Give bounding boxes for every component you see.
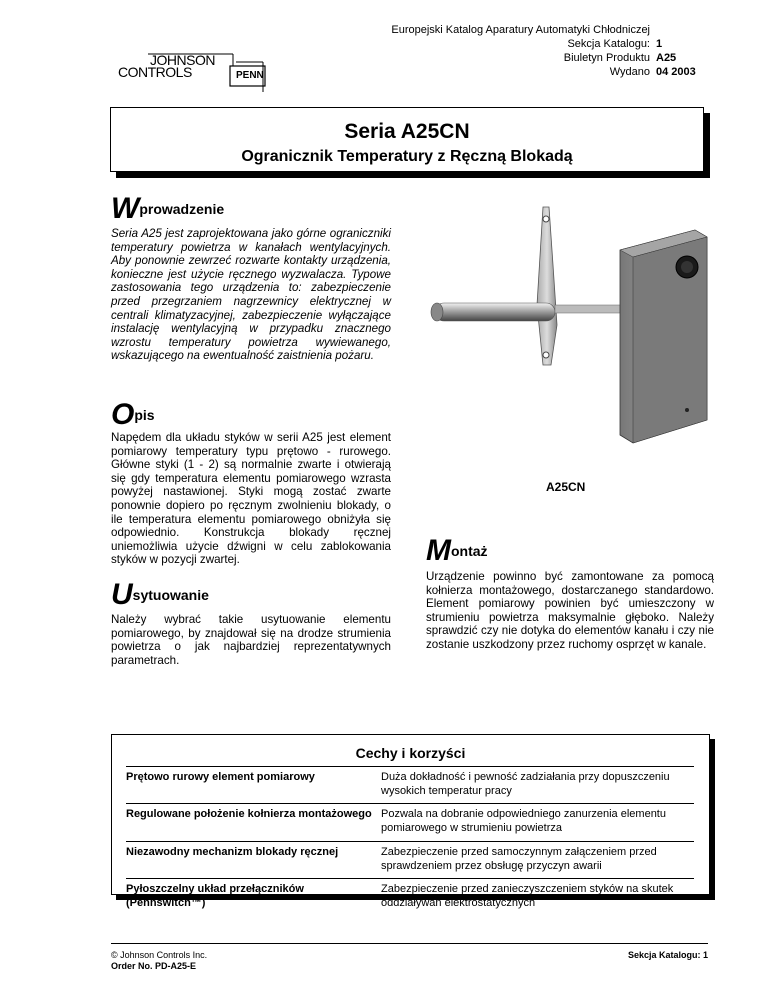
row-divider: [126, 878, 694, 879]
logo-text-johnson: JOHNSON: [150, 52, 215, 68]
heading-usytuowanie: [111, 578, 209, 612]
heading-initial: O: [111, 398, 135, 431]
heading-rest: ontaż: [451, 543, 488, 559]
meta-row: [360, 51, 706, 65]
product-caption: A25CN: [546, 480, 586, 494]
meta-label: Biuletyn Produktu: [563, 52, 650, 64]
a25cn-device-image-icon: [425, 205, 725, 465]
montaz-text: Urządzenie powinno być zamontowane za pomocą kołnierza montażowego, dostarczanego standardowo. Element pomiarowy powinien być umieszczony w strumieniu powietrza maksymalnie głęboko. Należy sprawdzić czy nie dotyka do elementów kanału i czy nie zostanie uszkodzony przez ruchomy osprzęt w kanale.: [426, 570, 714, 651]
heading-intro: [111, 192, 224, 226]
benefit-cell: Pozwala na dobranie odpowiedniego zanurzenia elementu pomiarowego w strumieniu powietrza: [381, 808, 666, 834]
meta-row: [360, 37, 706, 51]
table-row: [126, 882, 694, 910]
row-divider: [126, 766, 694, 767]
footer-copyright: © Johnson Controls Inc.: [111, 950, 208, 960]
meta-value: 1: [656, 38, 663, 50]
opis-text: Napędem dla układu styków w serii A25 jest element pomiarowy temperatury typu prętowo - rurowego. Główne styki (1 - 2) są normalnie zwarte i otwierają się gdy temperatura elementu pomiarowego wzrasta powyżej nastawionej. Styki mogą zostać zwarte ponownie dopiero po ręcznym zwolnieniu blokady, o ile temperatura elementu pomiarowego obniżyła się odpowiednio. Konstrukcja blokady ręcznej uniemożliwia użycie dźwigni w celu zablokowania styków w pozycji zwartej.: [111, 431, 391, 567]
meta-value: 04 2003: [656, 66, 696, 78]
footer-section: Sekcja Katalogu: 1: [627, 950, 708, 960]
logo-text-penn: PENN: [236, 70, 264, 81]
logo-text-controls: CONTROLS: [118, 64, 192, 80]
company-logo: [118, 52, 268, 97]
meta-value: [650, 23, 706, 37]
features-table: [111, 734, 710, 909]
feature-cell: Pyłoszczelny układ przełączników (Pennswitch™): [126, 883, 304, 909]
feature-cell: Regulowane położenie kołnierza montażowego: [126, 808, 372, 820]
meta-label: Wydano: [609, 66, 650, 78]
meta-value: A25: [656, 52, 677, 64]
meta-label: Sekcja Katalogu:: [567, 38, 650, 50]
header-meta: [360, 23, 706, 79]
benefit-cell: Duża dokładność i pewność zadziałania przy dopuszczeniu wysokich temperatur pracy: [381, 771, 670, 797]
feature-cell: Niezawodny mechanizm blokady ręcznej: [126, 846, 339, 858]
benefit-cell: Zabezpieczenie przed zanieczyszczeniem styków na skutek oddziaływań elektrostatycznych: [381, 883, 674, 909]
title-box: [110, 107, 704, 172]
product-image: [425, 205, 725, 465]
heading-rest: prowadzenie: [139, 201, 225, 217]
row-divider: [126, 841, 694, 842]
heading-rest: pis: [134, 407, 155, 423]
table-row: [126, 770, 694, 798]
table-row: [126, 807, 694, 835]
meta-label: Europejski Katalog Aparatury Automatyki Chłodniczej: [391, 24, 650, 36]
page-subtitle: Ogranicznik Temperatury z Ręczną Blokadą: [241, 148, 573, 165]
table-row: [126, 845, 694, 873]
heading-initial: U: [111, 578, 133, 611]
feature-cell: Prętowo rurowy element pomiarowy: [126, 771, 315, 783]
heading-opis: [111, 398, 155, 432]
heading-initial: M: [426, 534, 451, 567]
row-divider: [126, 803, 694, 804]
footer-order-number: Order No. PD-A25-E: [111, 961, 197, 971]
page-title: Seria A25CN: [344, 120, 470, 143]
heading-rest: sytuowanie: [132, 587, 209, 603]
benefit-cell: Zabezpieczenie przed samoczynnym załączeniem przed sprawdzeniem przez obsługę przyczyn awarii: [381, 846, 657, 872]
meta-row: [360, 23, 706, 37]
meta-row: [360, 65, 706, 79]
intro-text: Seria A25 jest zaprojektowana jako górne ograniczniki temperatury powietrza w kanałach wentylacyjnych. Aby ponownie zewrzeć rozwarte kontakty urządzenia, konieczne jest użycie ręcznego wyzwalacza. Typowe zastosowania tego urządzenia to: zabezpieczenie przed przegrzaniem nagrzewnicy elektrycznej w centrali klimatyzacyjnej, zabezpieczenie wyłączające instalację wentylacyjną w przypadku znacznego wzrostu temperatury powietrza wywiewanego, wskazującego na ewentualność zaistnienia pożaru.: [111, 227, 391, 363]
heading-montaz: [426, 534, 488, 568]
heading-initial: W: [111, 192, 140, 225]
footer-divider: [111, 943, 708, 944]
usytuowanie-text: Należy wybrać takie usytuowanie elementu pomiarowego, by znajdował się na drodze strumienia powietrza o jak najbardziej reprezentatywnych parametrach.: [111, 613, 391, 667]
features-title: Cechy i korzyści: [355, 745, 466, 761]
footer-left: [111, 950, 207, 972]
